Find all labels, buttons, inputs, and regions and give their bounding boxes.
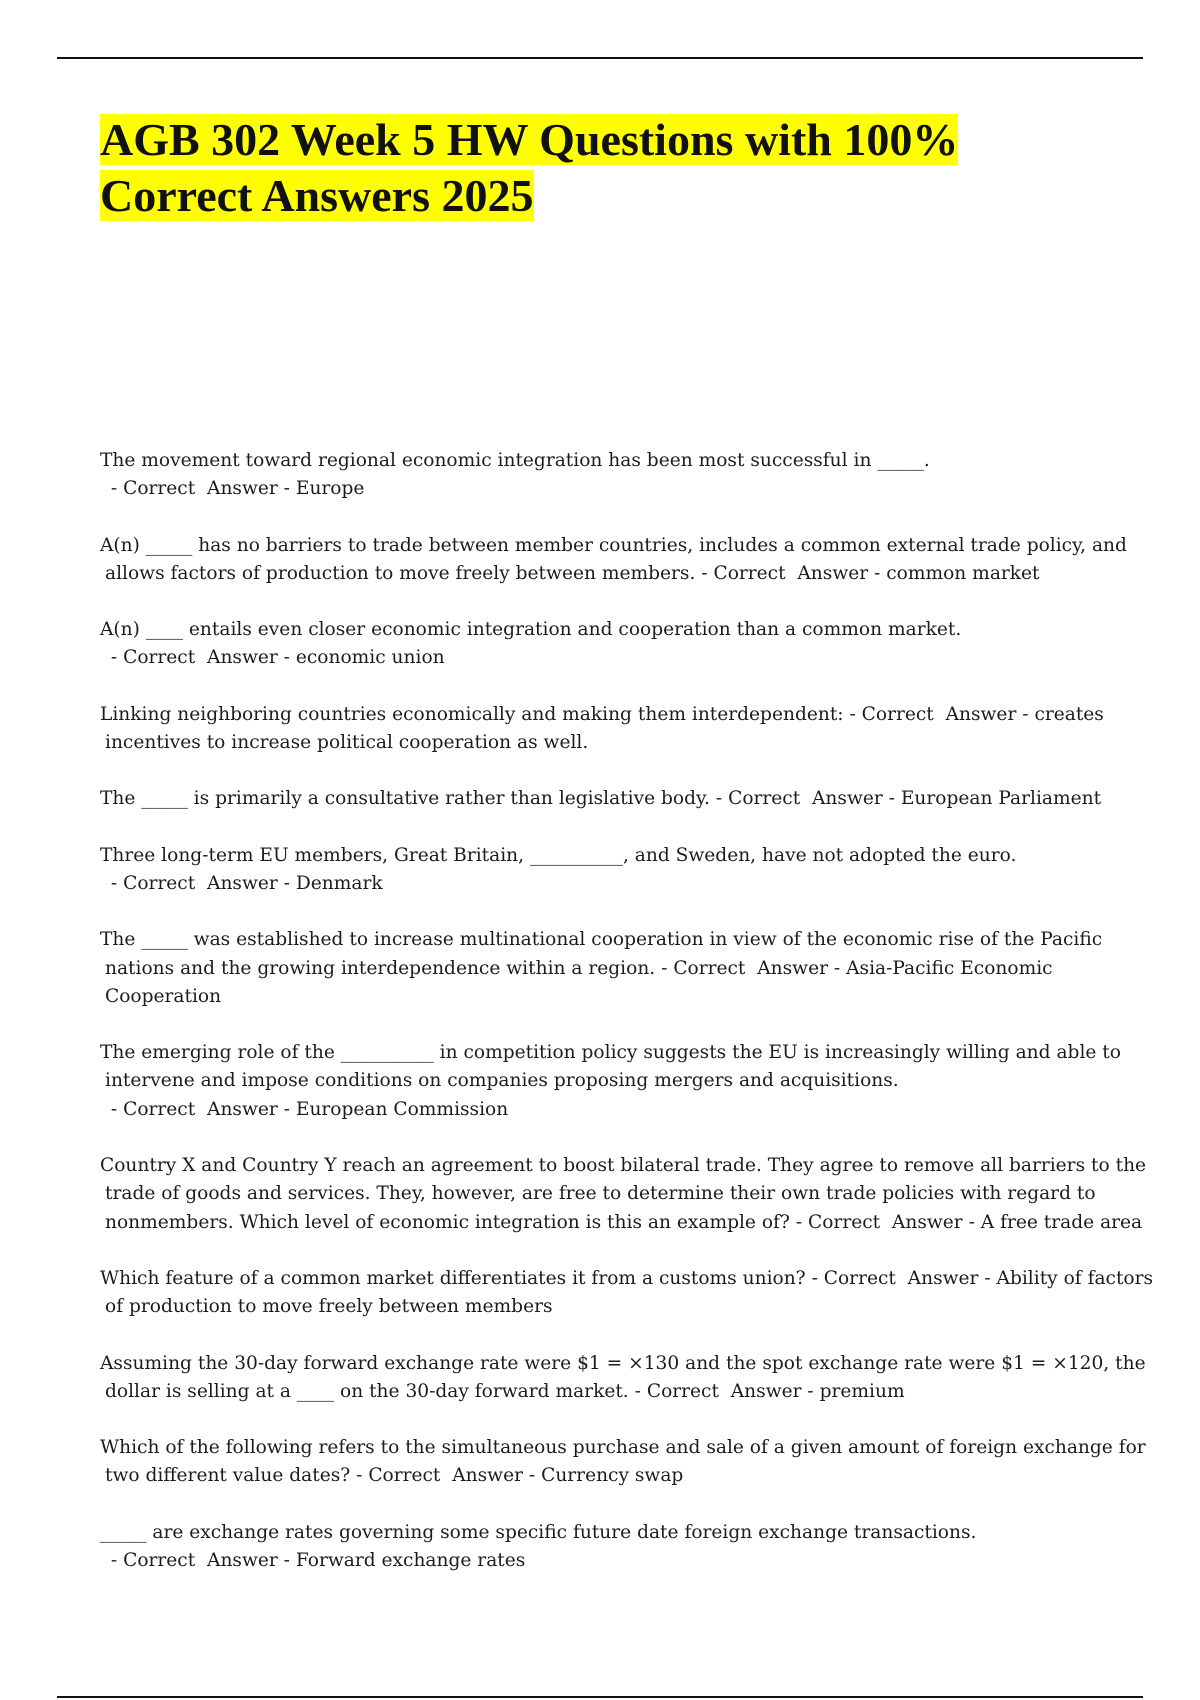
answer-text: Europe [295, 478, 365, 500]
answer-separator: - Correct Answer - [105, 647, 296, 669]
answer-separator: - Correct Answer - [105, 478, 296, 500]
answer-separator: - Correct Answer - [789, 1211, 981, 1233]
qa-item [100, 701, 1160, 758]
answer-separator: - Correct Answer - [105, 872, 296, 894]
qa-item [100, 532, 1160, 589]
question-text: Assuming the 30-day forward exchange rate were $1 = ×130 and the spot exchange rate were $1 = ×120, the dollar is selling at a ____ on the 30-day forward market. [100, 1352, 1146, 1402]
answer-text: A free trade area [980, 1211, 1143, 1233]
top-rule [57, 57, 1143, 59]
question-text: Which feature of a common market differentiates it from a customs union? [100, 1267, 806, 1289]
answer-separator: - Correct Answer - [843, 703, 1035, 725]
question-text: The emerging role of the __________ in competition policy suggests the EU is increasingly willing and able to intervene and impose conditions on companies proposing mergers and acquisitions. [100, 1042, 1121, 1092]
answer-separator: - Correct Answer - [105, 1098, 296, 1120]
bottom-rule [57, 1696, 1143, 1698]
qa-item [100, 1152, 1160, 1237]
qa-item [100, 1265, 1160, 1322]
answer-text: Currency swap [541, 1465, 684, 1487]
question-text: Which of the following refers to the simultaneous purchase and sale of a given amount of foreign exchange for two different value dates? [100, 1437, 1146, 1487]
answer-separator: - Correct Answer - [105, 1550, 296, 1572]
qa-item [100, 842, 1160, 899]
question-text: Linking neighboring countries economically and making them interdependent: [100, 703, 844, 725]
answer-text: European Commission [295, 1098, 509, 1120]
answer-separator: - Correct Answer - [709, 788, 901, 810]
answer-text: Asia-Pacific Economic Cooperation [105, 957, 1053, 1007]
title-line-2: Correct Answers 2025 [100, 170, 534, 221]
answer-separator: - Correct Answer - [805, 1267, 997, 1289]
qa-item [100, 447, 1160, 504]
question-text: The _____ is primarily a consultative rather than legislative body. [100, 788, 710, 810]
document-title [100, 112, 1060, 224]
answer-text: creates incentives to increase political cooperation as well. [105, 703, 1104, 754]
qa-item [100, 1350, 1160, 1407]
answer-separator: - Correct Answer - [350, 1465, 542, 1487]
answer-separator: - Correct Answer - [655, 957, 847, 979]
answer-text: European Parliament [900, 788, 1102, 810]
qa-list [100, 447, 1160, 1603]
question-text: Country X and Country Y reach an agreement to boost bilateral trade. They agree to remove all barriers to the trade of goods and services. They, however, are free to determine their own trade policies with regard to nonmembers. Which level of economic integration is this an example of? [100, 1155, 1147, 1233]
answer-text: common market [886, 562, 1040, 584]
answer-text: Forward exchange rates [295, 1550, 526, 1572]
question-text: The _____ was established to increase multinational cooperation in view of the economic rise of the Pacific nations and the growing interdependence within a region. [100, 929, 1103, 979]
qa-item [100, 1434, 1160, 1491]
title-line-1: AGB 302 Week 5 HW Questions with 100% [100, 114, 959, 165]
qa-item [100, 1039, 1160, 1124]
answer-separator: - Correct Answer - [695, 562, 887, 584]
question-text: Three long-term EU members, Great Britain, __________, and Sweden, have not adopted the euro. [100, 844, 1017, 866]
qa-item [100, 1519, 1160, 1576]
qa-item [100, 616, 1160, 673]
answer-text: premium [819, 1380, 905, 1402]
question-text: A(n) ____ entails even closer economic integration and cooperation than a common market. [100, 619, 962, 641]
answer-separator: - Correct Answer - [628, 1380, 820, 1402]
question-text: _____ are exchange rates governing some specific future date foreign exchange transactions. [100, 1521, 977, 1543]
question-text: A(n) _____ has no barriers to trade between member countries, includes a common external trade policy, and allows factors of production to move freely between members. [100, 534, 1127, 584]
answer-text: Denmark [295, 872, 383, 894]
answer-text: economic union [295, 647, 445, 669]
question-text: The movement toward regional economic integration has been most successful in _____. [100, 450, 930, 471]
answer-text: Ability of factors of production to move freely between members [105, 1267, 1154, 1318]
qa-item [100, 926, 1160, 1011]
qa-item [100, 785, 1160, 813]
